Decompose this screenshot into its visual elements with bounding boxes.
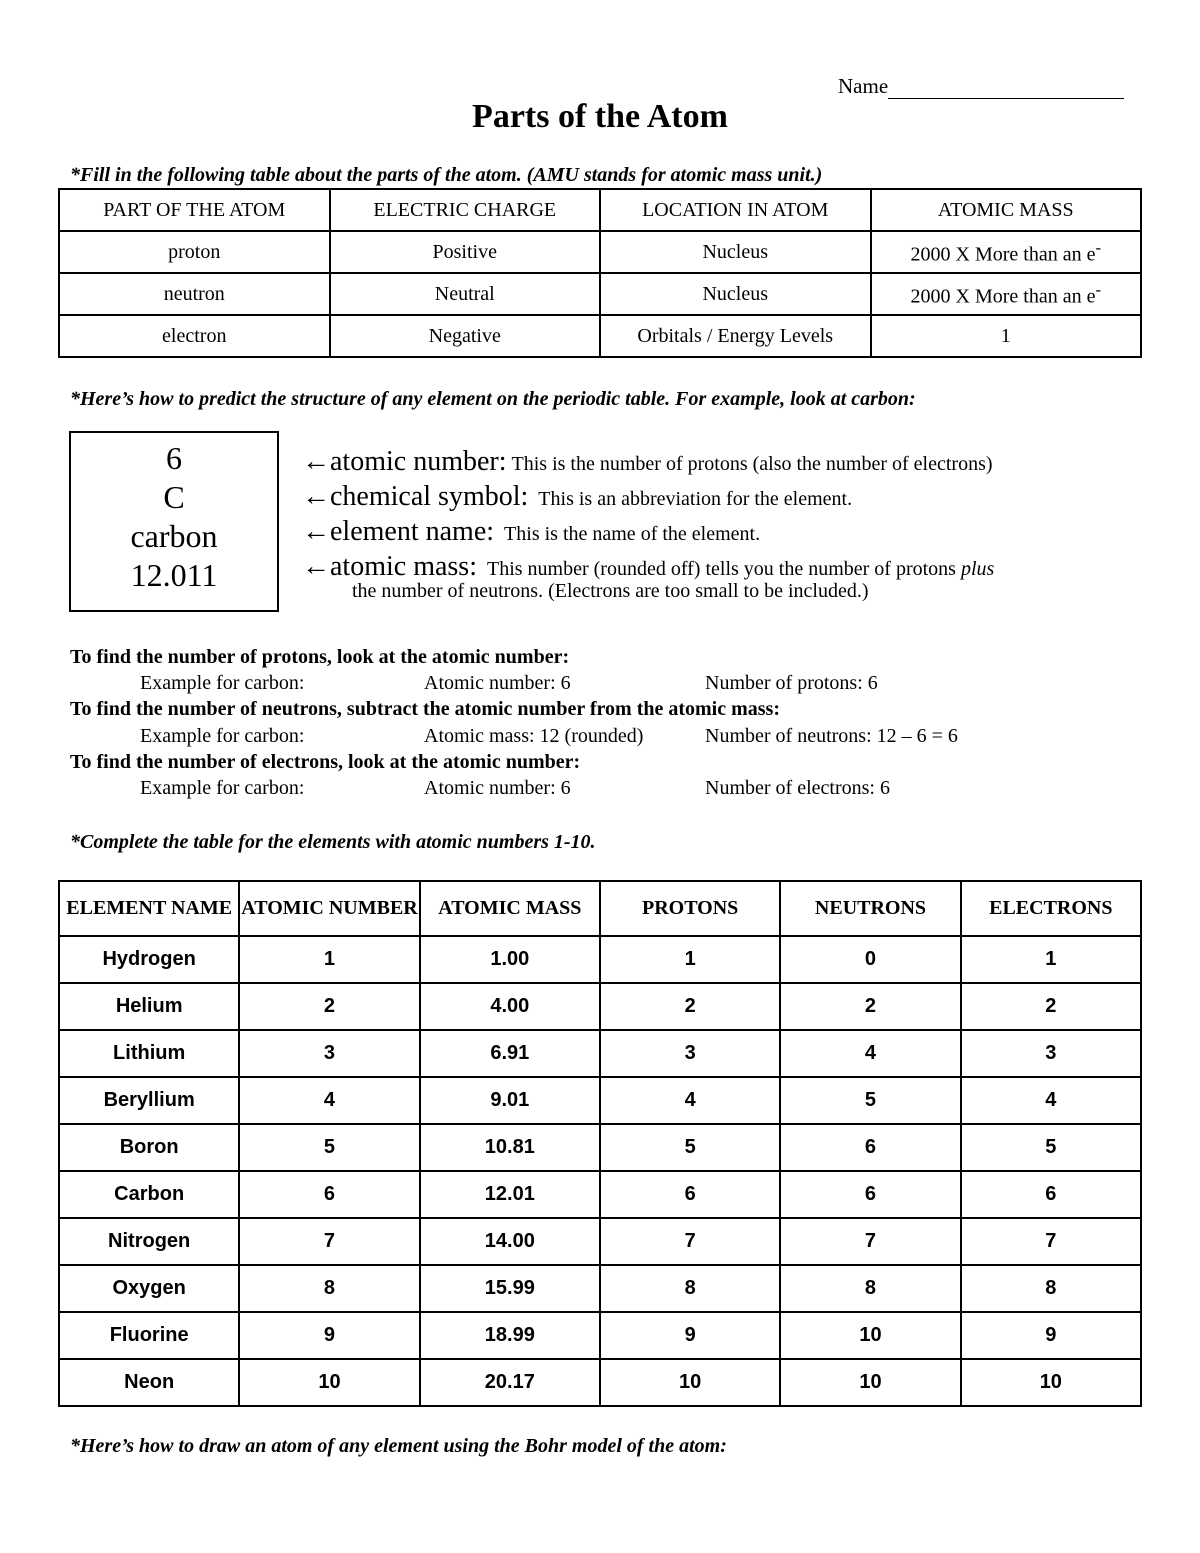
table-cell: 1 — [239, 936, 419, 983]
table-row — [59, 273, 1141, 315]
table-cell: Fluorine — [59, 1312, 239, 1359]
electron-superscript: - — [1095, 279, 1101, 299]
table-cell: 8 — [239, 1265, 419, 1312]
rule-neutrons-heading: To find the number of neutrons, subtract the atomic number from the atomic mass: — [70, 698, 780, 720]
table-cell: 9.01 — [420, 1077, 600, 1124]
table-cell: 4 — [780, 1030, 960, 1077]
element-atomic-mass: 12.011 — [130, 557, 218, 593]
table-cell: Neon — [59, 1359, 239, 1406]
instruction-elements-table: *Complete the table for the elements with atomic numbers 1-10. — [70, 831, 596, 853]
table-cell: 3 — [961, 1030, 1141, 1077]
table-cell: 7 — [961, 1218, 1141, 1265]
table-cell: 10.81 — [420, 1124, 600, 1171]
left-arrow-icon: ← — [302, 446, 330, 477]
table-cell: Nitrogen — [59, 1218, 239, 1265]
rule-electrons-heading: To find the number of electrons, look at the atomic number: — [70, 751, 581, 773]
table-cell: Negative — [330, 315, 601, 357]
table-cell: 2 — [780, 983, 960, 1030]
table-cell: 10 — [961, 1359, 1141, 1406]
table-cell: 4 — [600, 1077, 780, 1124]
rule-electrons-result: Number of electrons: 6 — [705, 777, 890, 799]
table-cell: 10 — [780, 1312, 960, 1359]
definition-term: atomic mass: — [330, 551, 477, 582]
table-row — [59, 936, 1141, 983]
table-cell: 1.00 — [420, 936, 600, 983]
cell-text: 2000 X More than an e — [910, 285, 1096, 308]
table-cell: 6 — [780, 1124, 960, 1171]
definition-atomic-number — [302, 446, 994, 481]
table-cell: Positive — [330, 231, 601, 273]
table-cell: Boron — [59, 1124, 239, 1171]
table-cell: Oxygen — [59, 1265, 239, 1312]
column-header: PART OF THE ATOM — [59, 189, 330, 231]
left-arrow-icon: ← — [302, 551, 330, 582]
table-cell: 5 — [600, 1124, 780, 1171]
table-cell: 1 — [600, 936, 780, 983]
table-header-row — [59, 189, 1141, 231]
table-cell: electron — [59, 315, 330, 357]
column-header: NEUTRONS — [780, 881, 960, 936]
table-cell: 7 — [600, 1218, 780, 1265]
rule-protons-example: Example for carbon: — [140, 672, 305, 694]
table-cell: 10 — [600, 1359, 780, 1406]
table-cell: 12.01 — [420, 1171, 600, 1218]
table-cell: 3 — [600, 1030, 780, 1077]
definition-term: atomic number: — [330, 446, 507, 477]
table-header-row — [59, 881, 1141, 936]
table-cell: 15.99 — [420, 1265, 600, 1312]
table-cell: Carbon — [59, 1171, 239, 1218]
column-header: LOCATION IN ATOM — [600, 189, 871, 231]
table-cell: 3 — [239, 1030, 419, 1077]
table-row — [59, 1171, 1141, 1218]
definition-text: This number (rounded off) tells you the number of protons — [486, 558, 961, 580]
table-cell: 6 — [780, 1171, 960, 1218]
table-row — [59, 231, 1141, 273]
table-cell: 6 — [239, 1171, 419, 1218]
column-header: ELECTRIC CHARGE — [330, 189, 601, 231]
rule-protons-result: Number of protons: 6 — [705, 672, 878, 694]
rule-neutrons-example: Example for carbon: — [140, 725, 305, 747]
definition-term: element name: — [330, 516, 495, 547]
table-cell: 9 — [961, 1312, 1141, 1359]
table-row — [59, 983, 1141, 1030]
table-cell: 14.00 — [420, 1218, 600, 1265]
definition-continuation: the number of neutrons. (Electrons are too small to be included.) — [352, 580, 869, 602]
table-cell: neutron — [59, 273, 330, 315]
elements-table — [58, 880, 1142, 1407]
column-header: PROTONS — [600, 881, 780, 936]
instruction-bohr-model: *Here’s how to draw an atom of any element using the Bohr model of the atom: — [70, 1435, 727, 1457]
rule-neutrons-result: Number of neutrons: 12 – 6 = 6 — [705, 725, 958, 747]
electron-superscript: - — [1095, 237, 1101, 257]
table-row — [59, 1124, 1141, 1171]
table-cell: 7 — [239, 1218, 419, 1265]
name-label: Name — [838, 74, 889, 98]
table-cell: Hydrogen — [59, 936, 239, 983]
name-field[interactable] — [838, 74, 1124, 99]
left-arrow-icon: ← — [302, 481, 330, 512]
table-cell: 0 — [780, 936, 960, 983]
table-row — [59, 1312, 1141, 1359]
carbon-element-box — [69, 431, 279, 612]
table-cell: Beryllium — [59, 1077, 239, 1124]
table-cell: 2 — [239, 983, 419, 1030]
element-name: carbon — [130, 518, 218, 554]
definition-text: This is an abbreviation for the element. — [538, 488, 853, 510]
table-cell: Nucleus — [600, 231, 871, 273]
table-cell: 6.91 — [420, 1030, 600, 1077]
table-cell — [871, 273, 1142, 315]
table-cell: 10 — [780, 1359, 960, 1406]
table-cell: 8 — [961, 1265, 1141, 1312]
table-cell: 20.17 — [420, 1359, 600, 1406]
column-header: ELECTRONS — [961, 881, 1141, 936]
table-row — [59, 1359, 1141, 1406]
table-cell: 9 — [239, 1312, 419, 1359]
definition-text: This is the number of protons (also the number of electrons) — [511, 453, 993, 475]
rule-neutrons-given: Atomic mass: 12 (rounded) — [424, 725, 644, 747]
table-cell: 1 — [961, 936, 1141, 983]
rule-protons-given: Atomic number: 6 — [424, 672, 571, 694]
table-cell: 5 — [961, 1124, 1141, 1171]
table-cell: 7 — [780, 1218, 960, 1265]
column-header: ATOMIC NUMBER — [239, 881, 419, 936]
cell-text: 2000 X More than an e — [910, 243, 1096, 266]
element-box-definitions — [302, 446, 994, 603]
table-cell: 18.99 — [420, 1312, 600, 1359]
table-row — [59, 1218, 1141, 1265]
table-cell: Lithium — [59, 1030, 239, 1077]
column-header: ELEMENT NAME — [59, 881, 239, 936]
table-cell: 10 — [239, 1359, 419, 1406]
rule-electrons-given: Atomic number: 6 — [424, 777, 571, 799]
table-cell: proton — [59, 231, 330, 273]
table-cell — [871, 231, 1142, 273]
name-blank[interactable] — [888, 78, 1124, 99]
table-cell: 9 — [600, 1312, 780, 1359]
definition-italic: plus — [960, 558, 995, 580]
column-header: ATOMIC MASS — [420, 881, 600, 936]
table-cell: 2 — [961, 983, 1141, 1030]
element-atomic-number: 6 — [166, 440, 182, 476]
table-cell: 6 — [961, 1171, 1141, 1218]
table-row — [59, 315, 1141, 357]
rule-protons-heading: To find the number of protons, look at the atomic number: — [70, 646, 570, 668]
instruction-predict-structure: *Here’s how to predict the structure of any element on the periodic table. For example, look at carbon: — [70, 388, 916, 410]
page-title: Parts of the Atom — [472, 98, 728, 135]
table-cell: 5 — [780, 1077, 960, 1124]
definition-term: chemical symbol: — [330, 481, 529, 512]
table-cell: Nucleus — [600, 273, 871, 315]
table-cell: Orbitals / Energy Levels — [600, 315, 871, 357]
parts-of-atom-table — [58, 188, 1142, 358]
table-cell: Helium — [59, 983, 239, 1030]
table-cell: 4 — [961, 1077, 1141, 1124]
table-cell: 8 — [780, 1265, 960, 1312]
definition-text: This is the name of the element. — [504, 523, 761, 545]
table-cell: 4 — [239, 1077, 419, 1124]
table-row — [59, 1265, 1141, 1312]
table-row — [59, 1077, 1141, 1124]
rule-electrons-example: Example for carbon: — [140, 777, 305, 799]
table-cell: 4.00 — [420, 983, 600, 1030]
instruction-parts-table: *Fill in the following table about the parts of the atom. (AMU stands for atomic mass unit.) — [70, 164, 823, 186]
table-cell: Neutral — [330, 273, 601, 315]
element-symbol: C — [163, 479, 185, 515]
table-cell: 8 — [600, 1265, 780, 1312]
table-row — [59, 1030, 1141, 1077]
table-cell: 1 — [871, 315, 1142, 357]
column-header: ATOMIC MASS — [871, 189, 1142, 231]
left-arrow-icon: ← — [302, 516, 330, 547]
table-cell: 5 — [239, 1124, 419, 1171]
table-cell: 6 — [600, 1171, 780, 1218]
definition-chemical-symbol — [302, 481, 994, 516]
definition-element-name — [302, 516, 994, 551]
table-cell: 2 — [600, 983, 780, 1030]
